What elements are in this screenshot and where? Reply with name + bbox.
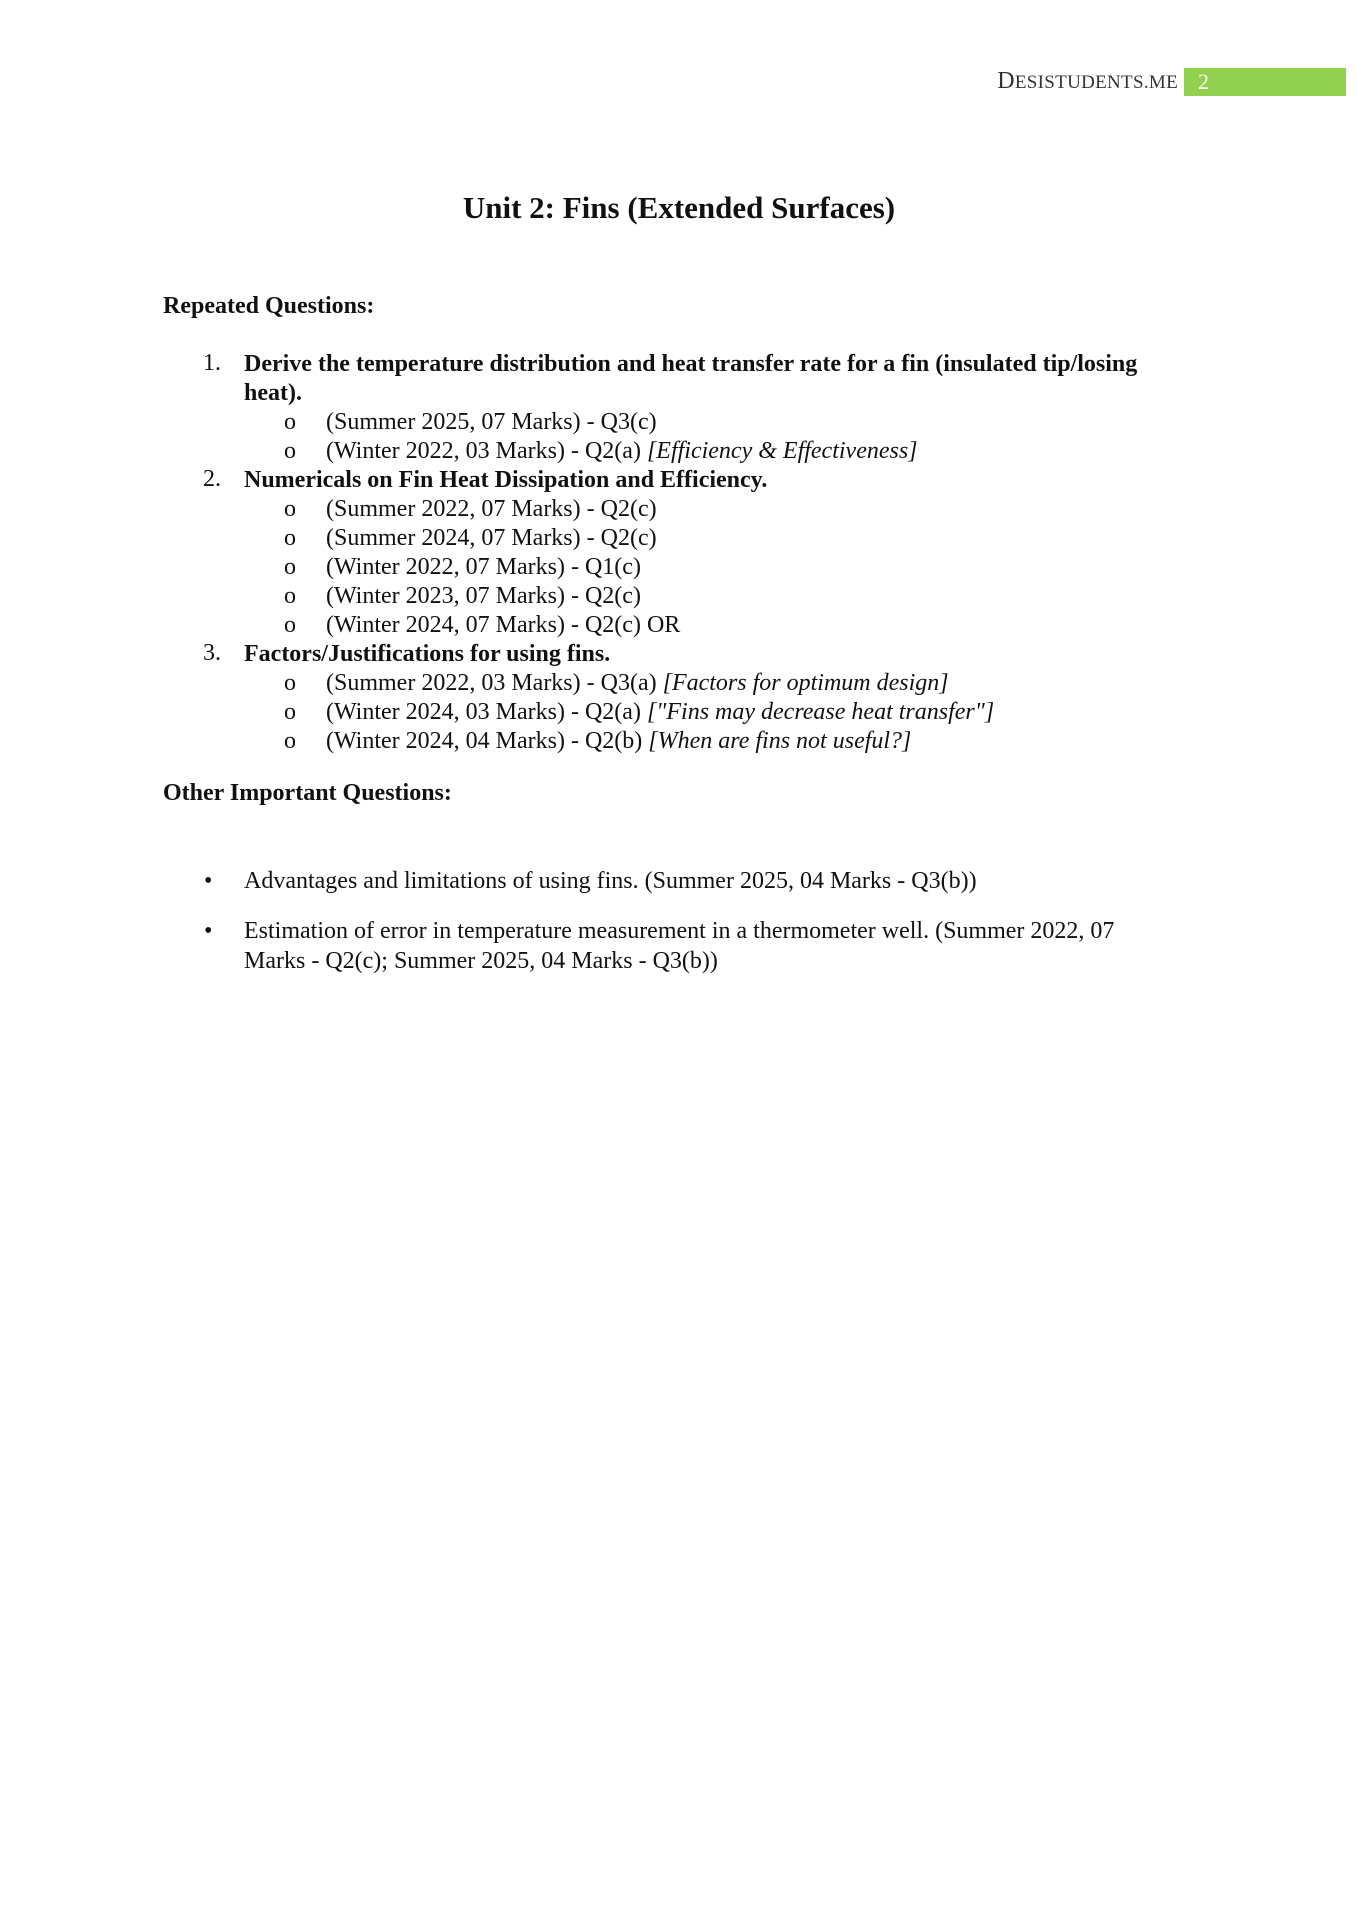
sub-bullet: o: [284, 612, 296, 638]
other-questions-heading: Other Important Questions:: [163, 780, 452, 806]
sub-bullet: o: [284, 728, 296, 754]
source-text: (Summer 2025, 07 Marks) - Q3(c): [326, 409, 657, 435]
sub-bullet: o: [284, 699, 296, 725]
site-name-ext: ME: [1148, 72, 1178, 93]
site-name-initial: D: [997, 68, 1015, 94]
sub-bullet: o: [284, 525, 296, 551]
sub-bullet: o: [284, 409, 296, 435]
source-note: [Factors for optimum design]: [662, 670, 949, 696]
sub-bullet: o: [284, 670, 296, 696]
source-note: [Efficiency & Effectiveness]: [646, 438, 918, 464]
bullet: •: [204, 868, 213, 894]
sub-bullet: o: [284, 438, 296, 464]
other-question-text: Estimation of error in temperature measurement in a thermometer well. (Summer 2022, 07 Marks - Q2(c); Summer 2025, 04 Marks - Q3(b)): [244, 918, 1115, 974]
other-question-text: Advantages and limitations of using fins. (Summer 2025, 04 Marks - Q3(b)): [244, 868, 977, 894]
question-number: 2.: [203, 466, 221, 492]
page-title: Unit 2: Fins (Extended Surfaces): [462, 190, 896, 225]
page-number: 2: [1184, 68, 1346, 96]
source-text: (Winter 2024, 04 Marks) - Q2(b): [326, 728, 649, 754]
source-text: (Summer 2022, 07 Marks) - Q2(c): [326, 496, 657, 522]
source-note: ["Fins may decrease heat transfer"]: [646, 699, 995, 725]
sub-bullet: o: [284, 554, 296, 580]
question-text: Derive the temperature distribution and heat transfer rate for a fin (insulated tip/losing heat).: [244, 351, 1138, 406]
source-text: (Winter 2022, 07 Marks) - Q1(c): [326, 554, 641, 580]
question-number: 3.: [203, 640, 221, 666]
source-text: (Winter 2024, 03 Marks) - Q2(a): [326, 699, 647, 725]
sub-bullet: o: [284, 583, 296, 609]
site-name-rest: ESISTUDENTS: [1014, 72, 1144, 93]
question-text: Factors/Justifications for using fins.: [244, 641, 611, 667]
source-text: (Winter 2022, 03 Marks) - Q2(a): [326, 438, 647, 464]
bullet: •: [204, 918, 213, 944]
site-name: [997, 68, 1178, 95]
repeated-questions-heading: Repeated Questions:: [163, 293, 375, 319]
source-text: (Summer 2024, 07 Marks) - Q2(c): [326, 525, 657, 551]
source-text: (Summer 2022, 03 Marks) - Q3(a): [326, 670, 663, 696]
question-number: 1.: [203, 350, 221, 376]
site-name-dot: .: [1143, 72, 1149, 93]
sub-bullet: o: [284, 496, 296, 522]
source-text: (Winter 2024, 07 Marks) - Q2(c) OR: [326, 612, 681, 638]
source-note: [When are fins not useful?]: [648, 728, 912, 754]
source-text: (Winter 2023, 07 Marks) - Q2(c): [326, 583, 641, 609]
question-text: Numericals on Fin Heat Dissipation and Efficiency.: [244, 467, 768, 493]
